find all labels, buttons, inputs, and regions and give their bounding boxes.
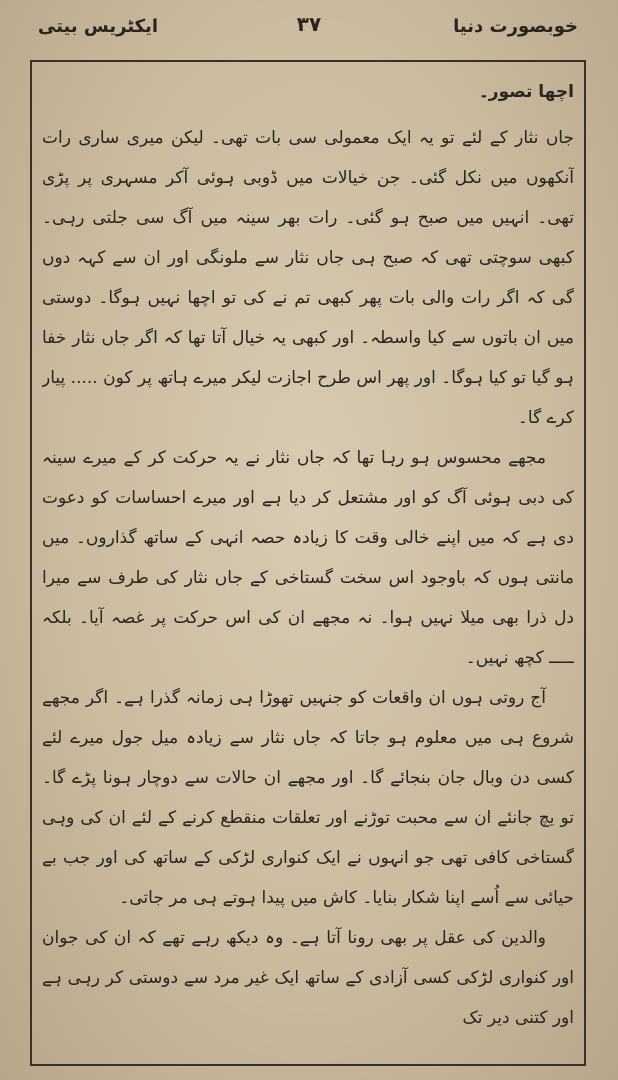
book-title: ایکٹریس بیتی bbox=[38, 16, 159, 37]
section-heading: اچھا تصور۔ bbox=[478, 82, 574, 102]
body-text bbox=[42, 72, 574, 1058]
paragraph: آج روتی ہوں ان واقعات کو جنہیں تھوڑا ہی زمانہ گذرا ہے۔ اگر مجھے شروع ہی میں معلوم ہو جاتا کہ جاں نثار سے زیادہ میل جول میرے لئے کسی دن وبال جان بنجائے گا۔ اور مجھے ان حالات سے دوچار ہونا پڑے گا۔ تو یچ جانئے ان سے محبت توڑنے اور تعلقات منقطع کرنے کے لئے ان کی وہی گستاخی کافی تھی جو انہوں نے ایک کنواری لڑکی کے ساتھ کی اور جب بے حیائی سے اُسے اپنا شکار بنایا۔ کاش میں پیدا ہوتے ہی مر جاتی۔ bbox=[42, 688, 574, 908]
chapter-title: خوبصورت دنیا bbox=[453, 16, 578, 37]
paragraph: والدین کی عقل پر بھی رونا آتا ہے۔ وہ دیکھ رہے تھے کہ ان کی جوان اور کنواری لڑکی کسی آزادی کے ساتھ ایک غیر مرد سے دوستی کر رہی ہے اور کتنی دیر تک bbox=[42, 928, 574, 1028]
paragraph: جاں نثار کے لئے تو یہ ایک معمولی سی بات تھی۔ لیکن میری ساری رات آنکھوں میں نکل گئی۔ جن خیالات میں ڈوبی ہوئی آکر مسہری پر پڑی تھی۔ انہیں میں صبح ہو گئی۔ رات بھر سینہ میں آگ سی جلتی رہی۔ کبھی سوچتی تھی کہ صبح ہی جاں نثار سے ملونگی اور ان سے کہہ دوں گی کہ اگر رات والی بات پھر کبھی تم نے کی تو اچھا نہیں ہوگا۔ دوستی میں ان باتوں سے کیا واسطہ۔ اور کبھی یہ خیال آتا تھا کہ اگر جاں نثار خفا ہو گیا تو کیا ہوگا۔ اور پھر اس طرح اجازت لیکر میرے ہاتھ پر کون ..... پیار کرے گا۔ bbox=[42, 128, 574, 428]
page-number: ۳۷ bbox=[296, 12, 322, 36]
paragraph: مجھے محسوس ہو رہا تھا کہ جاں نثار نے یہ حرکت کر کے میرے سینہ کی دبی ہوئی آگ کو اور مشتعل کر دیا ہے اور میرے احساسات کو دعوت دی ہے کہ میں اپنے خالی وقت کا زیادہ حصہ انہی کے ساتھ گذاروں۔ میں مانتی ہوں کہ باوجود اس سخت گستاخی کے جاں نثار کی طرف سے میرا دل ذرا بھی میلا نہیں ہوا۔ نہ مجھے ان کی اس حرکت پر غصہ آیا۔ بلکہ ـــــ کچھ نہیں۔ bbox=[42, 448, 574, 668]
running-header bbox=[28, 10, 590, 50]
